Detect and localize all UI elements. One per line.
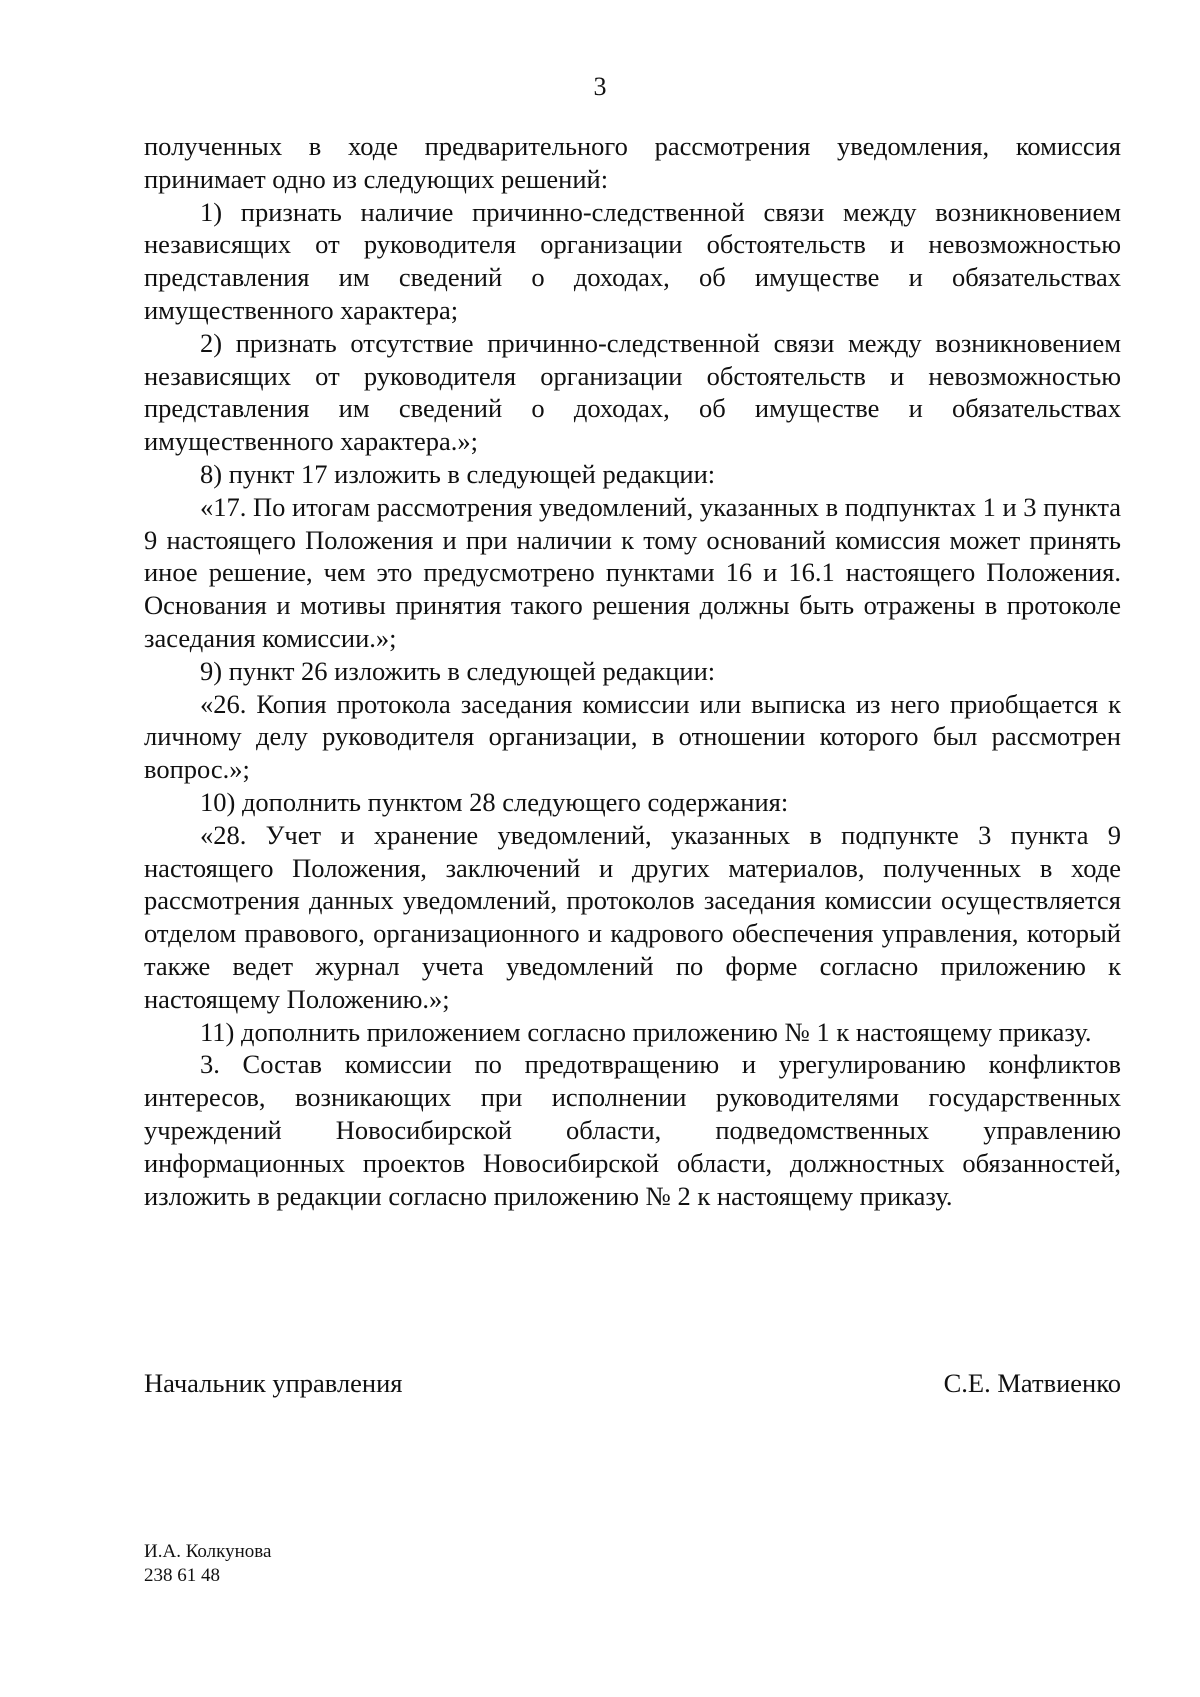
paragraph-continuation: полученных в ходе предварительного рассмотрения уведомления, комиссия принимает одно из следующих решений: <box>144 131 1121 194</box>
paragraph-item-10: 10) дополнить пунктом 28 следующего содержания: <box>200 786 789 817</box>
paragraph-item-11: 11) дополнить приложением согласно приложению № 1 к настоящему приказу. <box>200 1016 1092 1047</box>
paragraph-clause-28: «28. Учет и хранение уведомлений, указанных в подпункте 3 пункта 9 настоящего Положения, заключений и других материалов, полученных в ходе рассмотрения данных уведомлений, протоколов заседания комиссии осуществляется отделом правового, организационного и кадрового обеспечения управления, который также ведет журнал учета уведомлений по форме согласно приложению к настоящему Положению.»; <box>144 819 1121 1014</box>
paragraph-section-3: 3. Состав комиссии по предотвращению и урегулированию конфликтов интересов, возникающих при исполнении руководителями государственных учреждений Новосибирской области, подведомственных управлению информационных проектов Новосибирской области, должностных обязанностей, изложить в редакции согласно приложению № 2 к настоящему приказу. <box>144 1049 1121 1211</box>
executor-name: И.А. Колкунова <box>144 1541 272 1562</box>
page-number: 3 <box>593 72 607 101</box>
paragraph-clause-26: «26. Копия протокола заседания комиссии или выписка из него приобщается к личному делу руководителя организации, в отношении которого был рассмотрен вопрос.»; <box>144 688 1121 785</box>
paragraph-clause-17: «17. По итогам рассмотрения уведомлений, указанных в подпунктах 1 и 3 пункта 9 настоящего Положения и при наличии к тому оснований комиссия может принять иное решение, чем это предусмотрено пунктами 16 и 16.1 настоящего Положения. Основания и мотивы принятия такого решения должны быть отражены в протоколе заседания комиссии.»; <box>144 491 1121 653</box>
paragraph-decision-2: 2) признать отсутствие причинно-следственной связи между возникновением независящих от руководителя организации обстоятельств и невозможностью представления им сведений о доходах, об имуществе и обязательствах имущественного характера.»; <box>144 327 1121 457</box>
signatory-position: Начальник управления <box>144 1368 403 1398</box>
executor-block <box>144 1540 271 1588</box>
document-body <box>144 130 1121 1212</box>
paragraph-item-9: 9) пункт 26 изложить в следующей редакции: <box>200 655 716 686</box>
executor-phone: 238 61 48 <box>144 1565 220 1586</box>
signatory-name: С.Е. Матвиенко <box>943 1368 1121 1398</box>
paragraph-item-8: 8) пункт 17 изложить в следующей редакции: <box>200 458 716 489</box>
paragraph-decision-1: 1) признать наличие причинно-следственной связи между возникновением независящих от руководителя организации обстоятельств и невозможностью представления им сведений о доходах, об имуществе и обязательствах имущественного характера; <box>144 196 1121 325</box>
